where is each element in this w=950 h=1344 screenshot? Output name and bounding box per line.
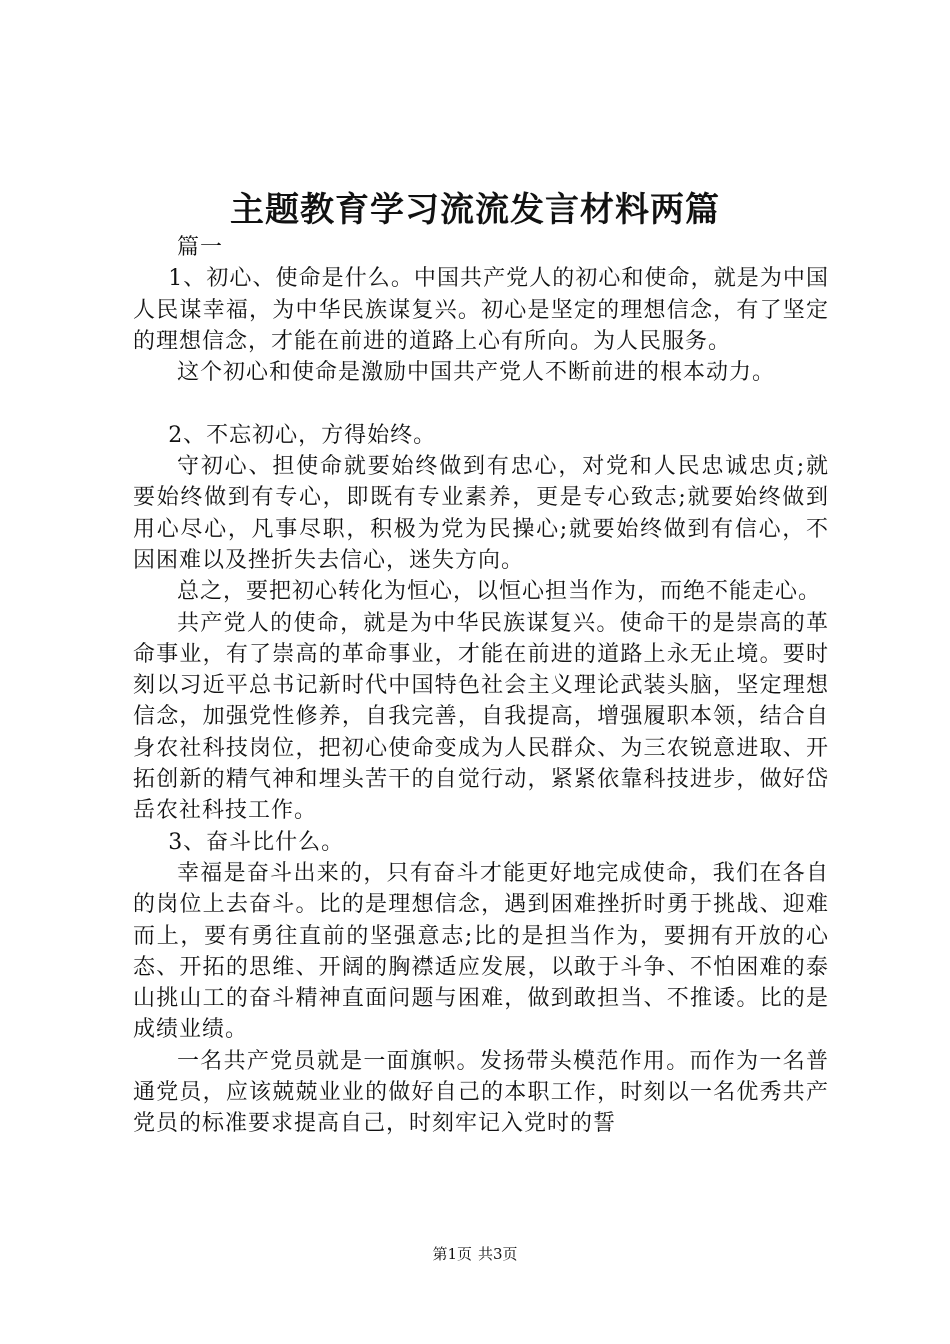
paragraph-4: 守初心、担使命就要始终做到有忠心，对党和人民忠诚忠贞;就要始终做到有专心，即既有专业素养，更是专心致志;就要始终做到用心尽心，凡事尽职，积极为党为民操心;就要始终做到有信心，不因困难以及挫折失去信心，迷失方向。 [133, 454, 829, 573]
blank-line [133, 388, 829, 419]
page-footer [0, 1244, 950, 1264]
paragraph-2: 这个初心和使命是激励中国共产党人不断前进的根本动力。 [177, 360, 776, 386]
paragraph-8: 幸福是奋斗出来的，只有奋斗才能更好地完成使命，我们在各自的岗位上去奋斗。比的是理想信念，遇到困难挫折时勇于挑战、迎难而上，要有勇往直前的坚强意志;比的是担当作为，要拥有开放的心态、开拓的思维、开阔的胸襟适应发展，以敢于斗争、不怕困难的泰山挑山工的奋斗精神直面问题与困难，做到敢担当、不推诿。比的是成绩业绩。 [133, 860, 829, 1043]
paragraph-1: 1、初心、使命是什么。中国共产党人的初心和使命，就是为中国人民谋幸福，为中华民族谋复兴。初心是坚定的理想信念，有了坚定的理想信念，才能在前进的道路上心有所向。为人民服务。 [133, 266, 829, 354]
paragraph-6: 共产党人的使命，就是为中华民族谋复兴。使命干的是崇高的革命事业，有了崇高的革命事业，才能在前进的道路上永无止境。要时刻以习近平总书记新时代中国特色社会主义理论武装头脑，坚定理想信念，加强党性修养，自我完善，自我提高，增强履职本领，结合自身农社科技岗位，把初心使命变成为人民群众、为三农锐意进取、开拓创新的精气神和埋头苦干的自觉行动，紧紧依靠科技进步，做好岱岳农社科技工作。 [133, 610, 829, 824]
page-total: 共3页 [478, 1245, 518, 1263]
document-body [133, 232, 829, 1140]
paragraph-7: 3、奋斗比什么。 [168, 829, 345, 855]
paragraph-3: 2、不忘初心，方得始终。 [168, 422, 437, 448]
paragraph-5: 总之，要把初心转化为恒心，以恒心担当作为，而绝不能走心。 [177, 579, 822, 605]
section-label: 篇一 [177, 235, 224, 260]
document-title: 主题教育学习流流发言材料两篇 [230, 190, 720, 230]
page-number: 第1页 [432, 1245, 472, 1263]
paragraph-9: 一名共产党员就是一面旗帜。发扬带头模范作用。而作为一名普通党员，应该兢兢业业的做好自己的本职工作，时刻以一名优秀共产党员的标准要求提高自己，时刻牢记入党时的誓 [133, 1048, 829, 1137]
